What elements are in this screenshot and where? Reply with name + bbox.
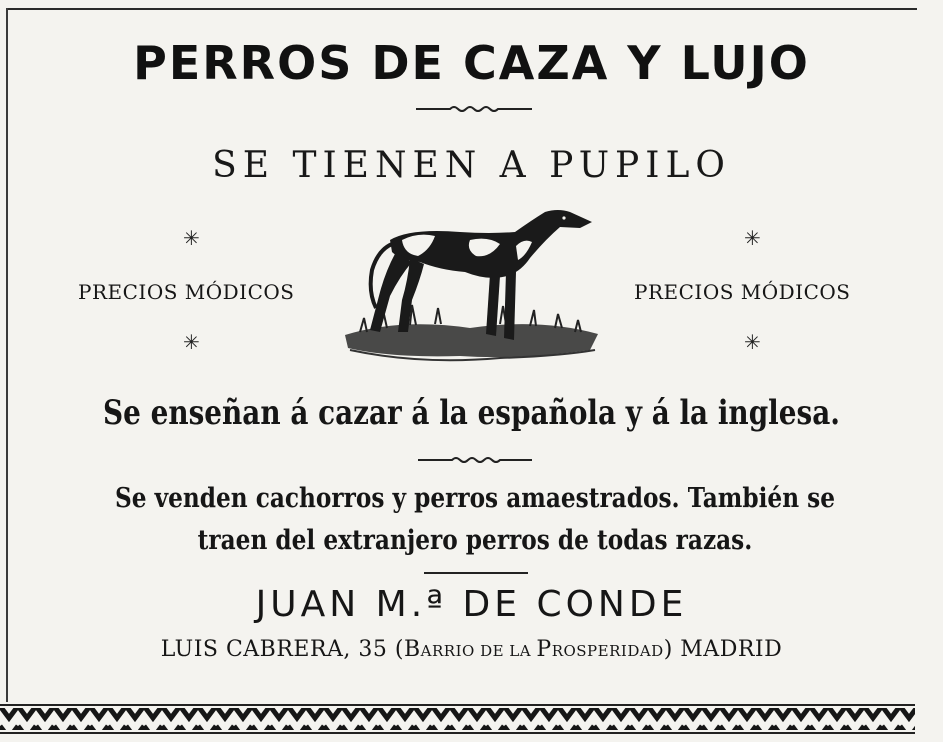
ornament-star-top-left: ✳	[183, 226, 200, 250]
wavy-divider-middle	[418, 455, 532, 465]
address-street: LUIS CABRERA, 35 (	[160, 637, 404, 662]
wavy-divider-top	[416, 104, 532, 114]
zigzag-border-bottom	[0, 702, 943, 738]
hunting-line: Se enseñan á cazar á la española y á la inglesa.	[102, 393, 840, 433]
address-barrio: ARRIO DE LA	[420, 642, 537, 660]
ad-title: PERROS DE CAZA Y LUJO	[133, 36, 810, 90]
address-cap-p: P	[536, 637, 552, 662]
prices-left: PRECIOS MÓDICOS	[78, 280, 295, 304]
proprietor-name: JUAN M.ª DE CONDE	[255, 584, 688, 625]
ad-subtitle: SE TIENEN A PUPILO	[212, 145, 731, 186]
address-city: ) MADRID	[663, 637, 783, 662]
ornament-star-bottom-left: ✳	[183, 330, 200, 354]
greyhound-illustration	[340, 200, 602, 365]
ornament-star-bottom-right: ✳	[744, 330, 761, 354]
ornament-star-top-right: ✳	[744, 226, 761, 250]
sales-text: Se venden cachorros y perros amaestrados. También se traen del extranjero perros de todas razas.	[114, 483, 836, 556]
plain-divider	[424, 572, 528, 574]
prices-right: PRECIOS MÓDICOS	[634, 280, 851, 304]
address-line	[0, 637, 943, 662]
address-prosperidad: ROSPERIDAD	[551, 642, 664, 660]
top-border	[8, 8, 917, 10]
address-cap-b: B	[403, 637, 421, 662]
